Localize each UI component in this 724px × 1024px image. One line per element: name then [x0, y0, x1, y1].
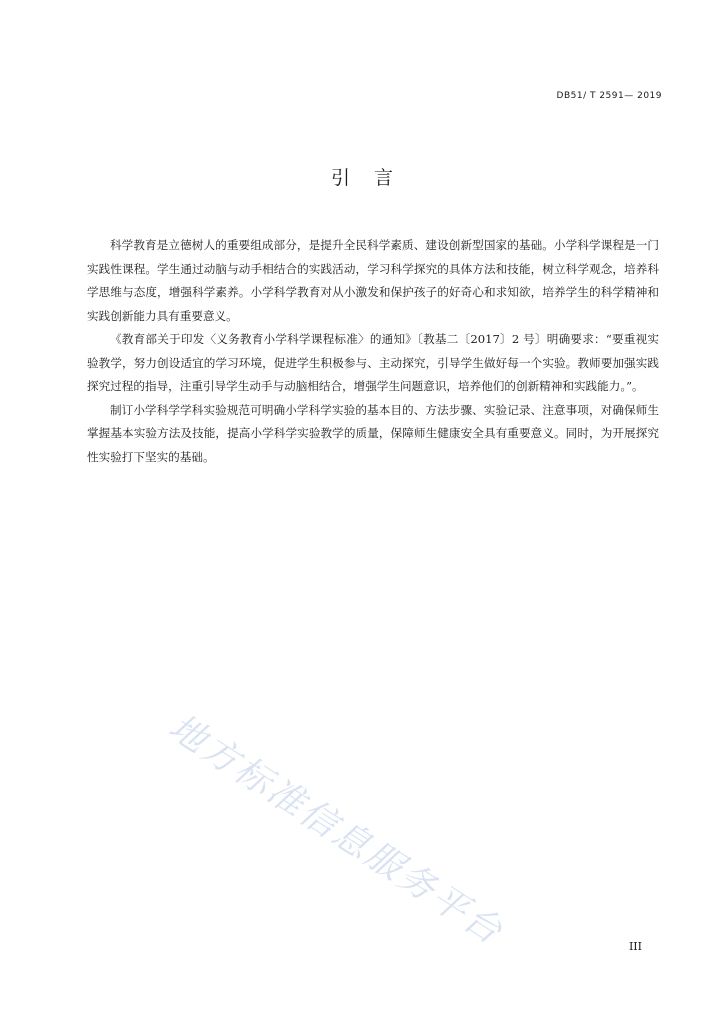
section-title: 引言	[330, 167, 417, 189]
body-text	[87, 234, 659, 469]
paragraph-2: 《教育部关于印发〈义务教育小学科学课程标准〉的通知》〔教基二〔2017〕2 号〕明确要求：“要重视实验教学，努力创设适宜的学习环境，促进学生积极参与、主动探究，引导学生做好每一个实验。教师要加强实践探究过程的指导，注重引导学生动手与动脑相结合，增强学生问题意识，培养他们的创新精神和实践能力。”。	[87, 332, 659, 393]
page-number: III	[628, 940, 642, 953]
paragraph-3: 制订小学科学学科实验规范可明确小学科学实验的基本目的、方法步骤、实验记录、注意事项，对确保师生掌握基本实验方法及技能，提高小学科学实验教学的质量，保障师生健康安全具有重要意义。同时，为开展探究性实验打下坚实的基础。	[87, 402, 659, 464]
paragraph-1: 科学教育是立德树人的重要组成部分，是提升全民科学素质、建设创新型国家的基础。小学科学课程是一门实践性课程。学生通过动脑与动手相结合的实践活动，学习科学探究的具体方法和技能，树立科学观念，培养科学思维与态度，增强科学素养。小学科学教育对从小激发和保护孩子的好奇心和求知欲，培养学生的科学精神和实践创新能力具有重要意义。	[87, 238, 659, 323]
watermark: 地方标准信息服务平台	[161, 706, 511, 954]
standard-code: DB51/ T 2591— 2019	[556, 91, 662, 101]
